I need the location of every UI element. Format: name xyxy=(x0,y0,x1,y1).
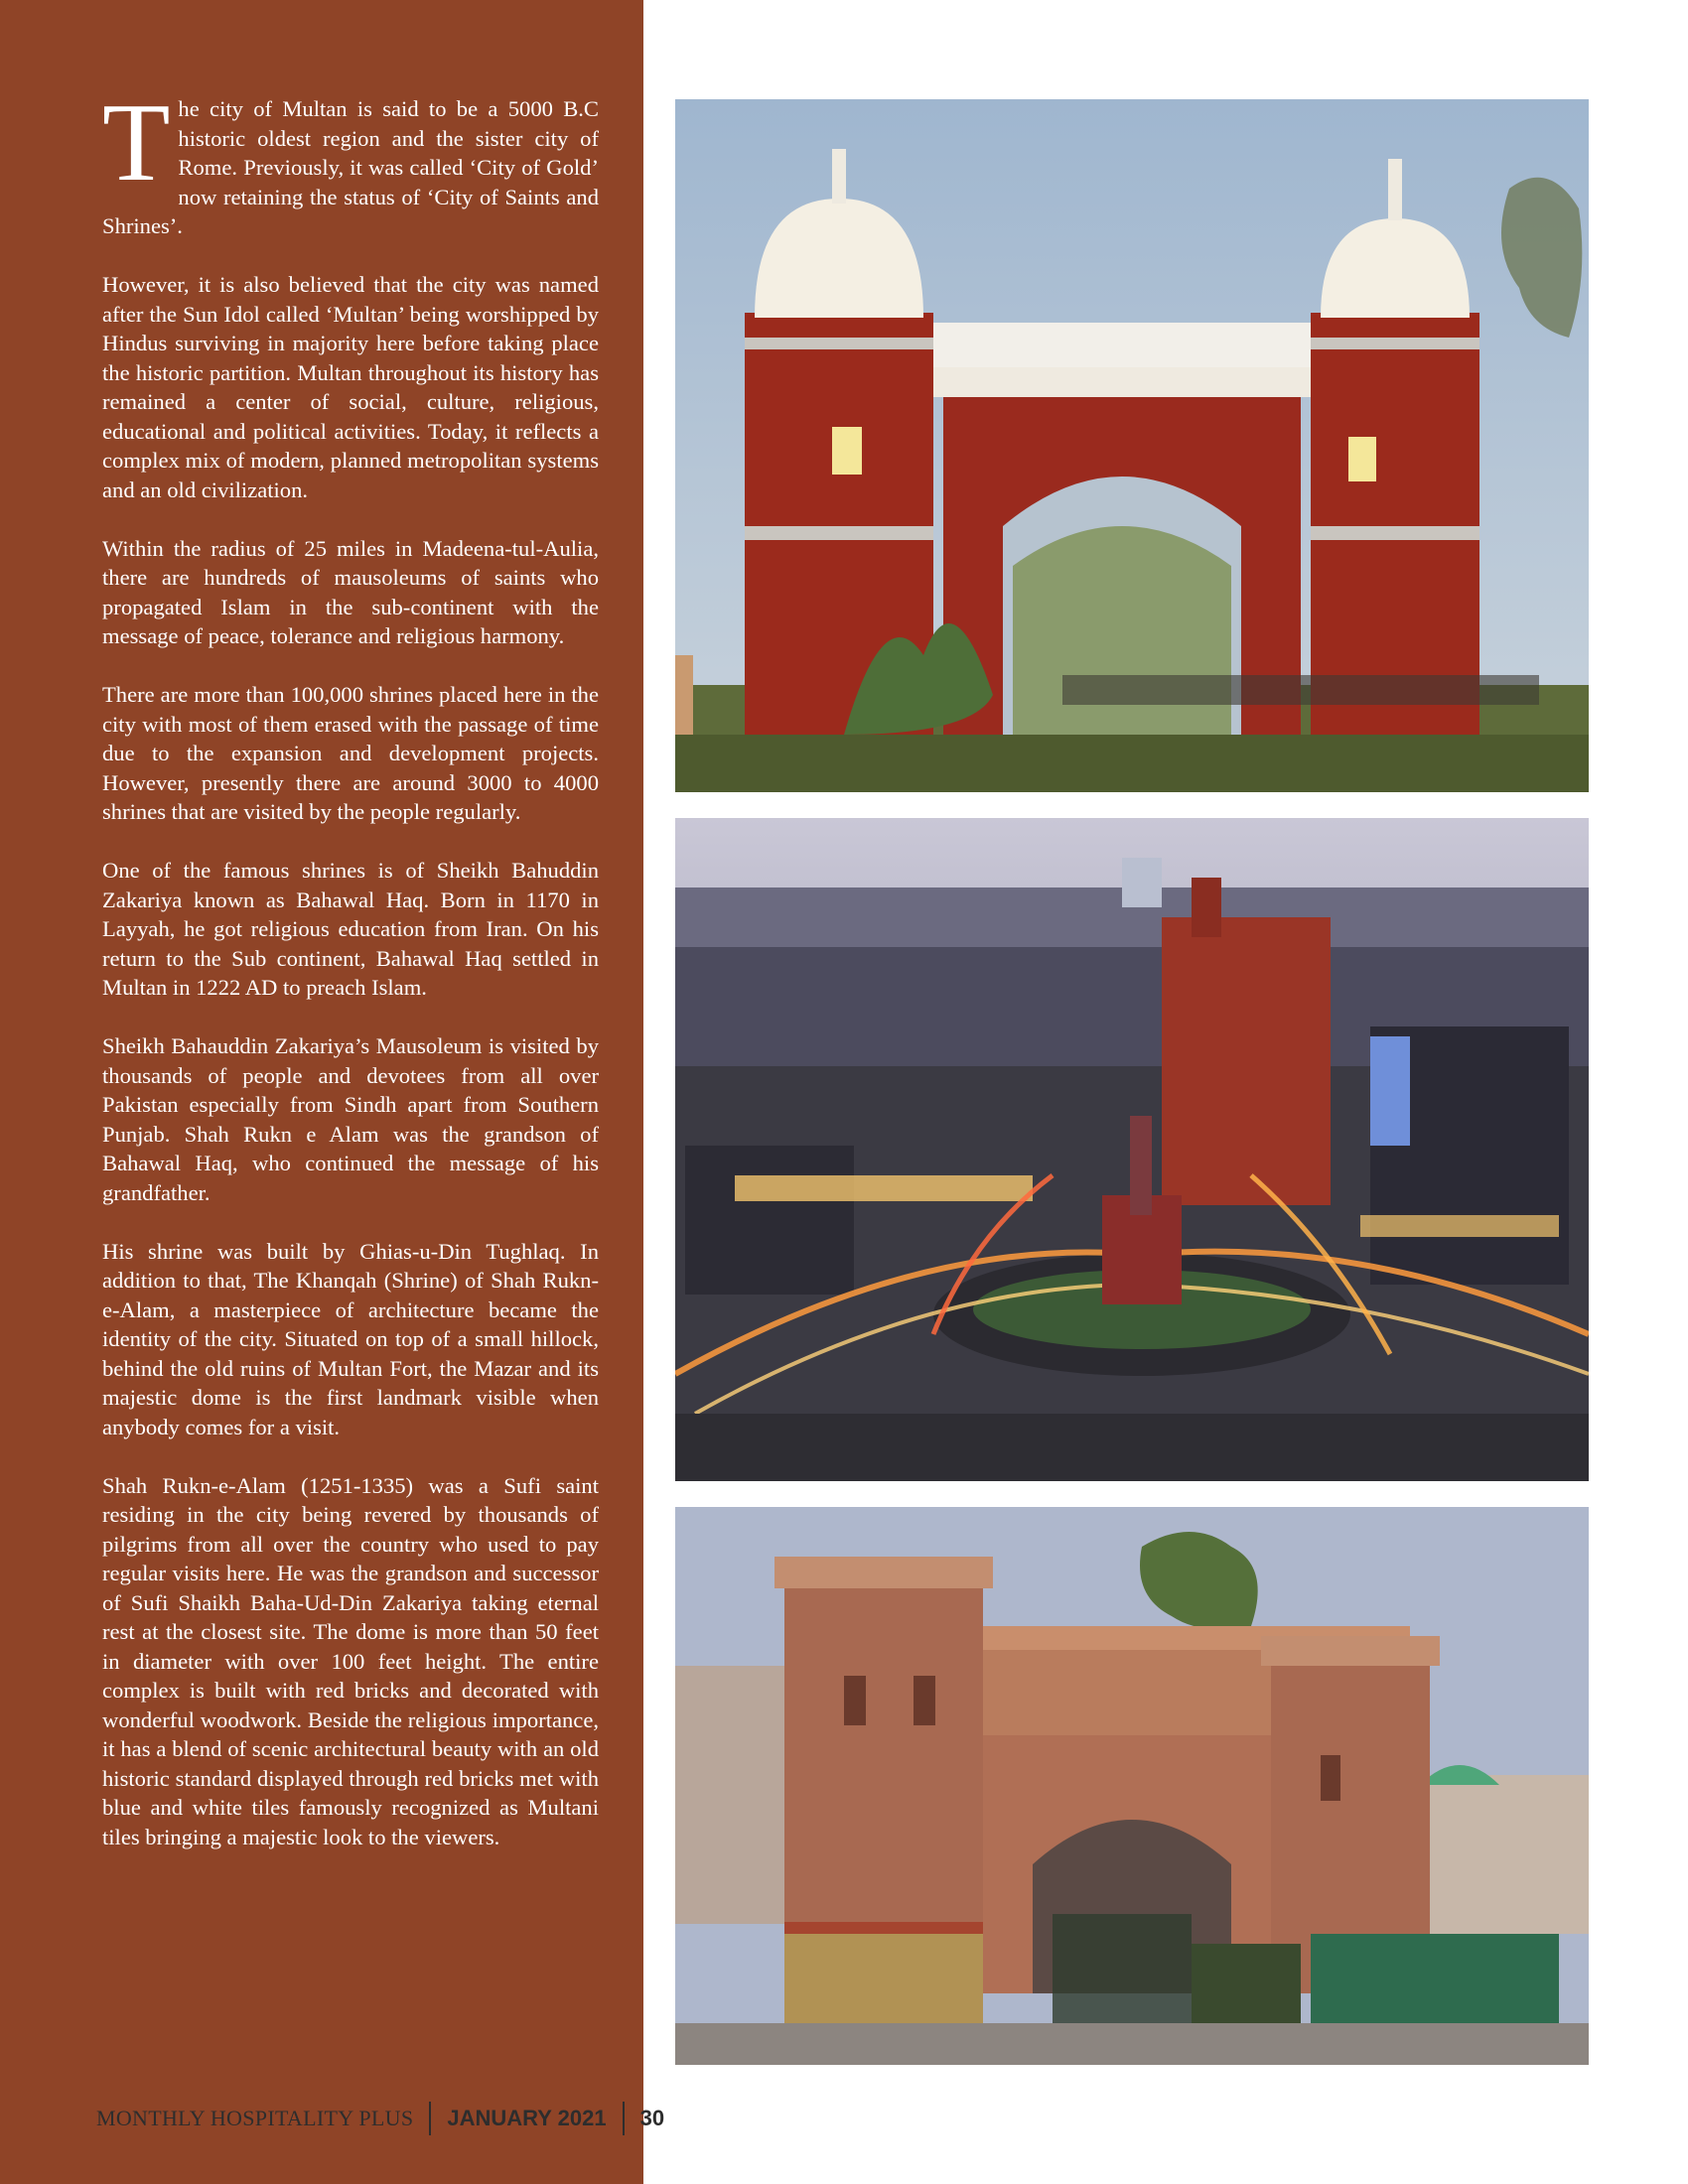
article-paragraph-2: However, it is also believed that the city was named after the Sun Idol called ‘Multan’ being worshipped by Hindus surviving in majority here before taking place the historic partition. Multan throughout its history has remained a center of social, culture, religious, educational and political activities. Today, it reflects a complex mix of modern, planned metropolitan systems and an old civilization. xyxy=(102,272,599,502)
article-paragraph-3: Within the radius of 25 miles in Madeena-tul-Aulia, there are hundreds of mausoleums of saints who propagated Islam in the sub-continent with the message of peace, tolerance and religious harmony. xyxy=(102,535,599,648)
footer-page-number: 30 xyxy=(639,2106,665,2130)
footer-magazine-name: MONTHLY HOSPITALITY PLUS xyxy=(96,2106,414,2130)
page-footer xyxy=(96,2101,664,2136)
photo-brick-fort-gate xyxy=(675,1507,1589,2065)
article-paragraph-7: His shrine was built by Ghias-u-Din Tughlaq. In addition to that, The Khanqah (Shrine) of Shah Rukn-e-Alam, a masterpiece of architecture became the identity of the city. Situated on top of a small hillock, behind the old ruins of Multan Fort, the Mazar and its majestic dome is the first landmark visible when anybody comes for a visit. xyxy=(102,1238,599,1439)
article-body xyxy=(102,81,599,1881)
footer-divider xyxy=(429,2102,431,2135)
photo-red-gateway xyxy=(675,99,1589,792)
article-paragraph-1 xyxy=(102,81,599,241)
left-text-panel xyxy=(0,0,643,2184)
drop-cap: T xyxy=(102,81,171,205)
article-paragraph-5: One of the famous shrines is of Sheikh Bahuddin Zakariya known as Bahawal Haq. Born in 1170 in Layyah, he got religious education from Iran. On his return to the Sub continent, Bahawal Haq settled in Multan in 1222 AD to preach Islam. xyxy=(102,858,599,1000)
photo-city-roundabout-night xyxy=(675,818,1589,1481)
article-paragraph-8: Shah Rukn-e-Alam (1251-1335) was a Sufi saint residing in the city being revered by thousands of pilgrims from all over the country who used to pay regular visits here. He was the grandson and successor of Sufi Shaikh Baha-Ud-Din Zakariya taking eternal rest at the closest site. The dome is more than 50 feet in diameter with over 100 feet height. The entire complex is built with red bricks and decorated with wonderful woodwork. Beside the religious importance, it has a blend of scenic architectural beauty with an old historic standard displayed through red bricks met with blue and white tiles famously recognized as Multani tiles bringing a majestic look to the viewers. xyxy=(102,1472,599,1849)
footer-issue-date: JANUARY 2021 xyxy=(447,2106,607,2130)
first-paragraph-text: he city of Multan is said to be a 5000 B.C historic oldest region and the sister city of Rome. Previously, it was called ‘City of Gold’ now retaining the status of ‘City of Saints and Shrines’. xyxy=(102,96,599,238)
article-paragraph-4: There are more than 100,000 shrines placed here in the city with most of them erased with the passage of time due to the expansion and development projects. However, presently there are around 3000 to 4000 shrines that are visited by the people regularly. xyxy=(102,682,599,824)
article-paragraph-6: Sheikh Bahauddin Zakariya’s Mausoleum is visited by thousands of people and devotees from all over Pakistan especially from Sindh apart from Southern Punjab. Shah Rukn e Alam was the grandson of Bahawal Haq, who continued the message of his grandfather. xyxy=(102,1033,599,1205)
footer-divider xyxy=(623,2102,625,2135)
